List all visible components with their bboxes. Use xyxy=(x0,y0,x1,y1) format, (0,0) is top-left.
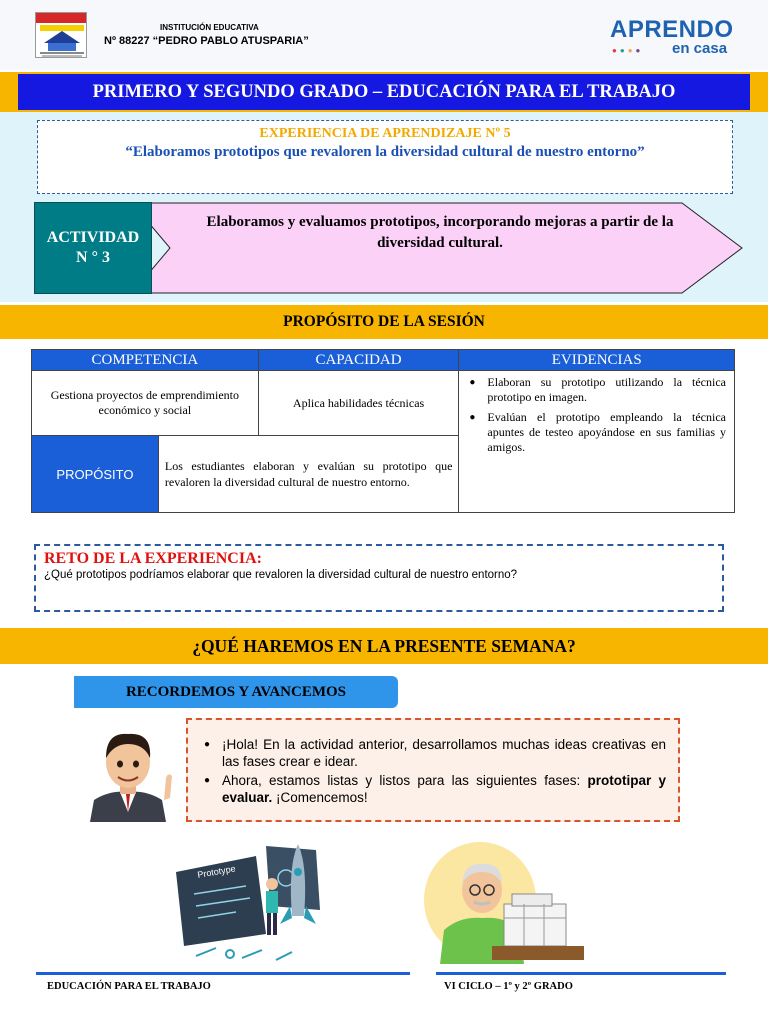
table-header-row xyxy=(32,350,735,371)
competencia-cell: Gestiona proyectos de emprendimiento económico y social xyxy=(32,371,259,436)
footer-subject: EDUCACIÓN PARA EL TRABAJO xyxy=(47,981,211,992)
recap-bullet xyxy=(200,772,666,806)
header-competencia: COMPETENCIA xyxy=(32,350,259,371)
header-capacidad: CAPACIDAD xyxy=(258,350,459,371)
activity-title: Elaboramos y evaluamos prototipos, incorporando mejoras a partir de la diversidad cultural. xyxy=(206,214,674,251)
activity-label: ACTIVIDAD xyxy=(46,229,140,246)
recap-bullet-end: ¡Comencemos! xyxy=(272,790,368,805)
challenge-title: RETO DE LA EXPERIENCIA: xyxy=(44,550,262,567)
header-evidencias: EVIDENCIAS xyxy=(459,350,735,371)
institution-name: Nº 88227 “PEDRO PABLO ATUSPARIA” xyxy=(104,35,309,47)
recap-bullet-text: Ahora, estamos listas y listos para las siguientes fases: xyxy=(222,773,588,788)
footer-divider-right xyxy=(436,972,726,975)
aprendo-en-casa-logo xyxy=(610,16,734,60)
competency-table xyxy=(31,349,735,513)
proposito-text: Los estudiantes elaboran y evalúan su prototipo que revaloren la diversidad cultural de nuestro entorno. xyxy=(158,436,459,513)
bullet-icon: ● xyxy=(469,412,476,423)
experience-box xyxy=(37,120,733,194)
evidencias-cell xyxy=(459,371,735,513)
speech-bubble xyxy=(186,718,680,822)
evidence-item xyxy=(465,375,726,405)
proposito-label: PROPÓSITO xyxy=(32,436,159,513)
experience-label: EXPERIENCIA DE APRENDIZAJE Nº 5 xyxy=(259,126,511,141)
elder-builder-illustration xyxy=(420,834,590,968)
school-logo xyxy=(35,12,87,58)
evidence-text: Evalúan el prototipo empleando la técnica apuntes de testeo apoyándose en sus familias y amigos. xyxy=(487,410,726,454)
capacidad-cell: Aplica habilidades técnicas xyxy=(258,371,459,436)
week-heading: ¿QUÉ HAREMOS EN LA PRESENTE SEMANA? xyxy=(0,628,768,664)
teacher-avatar xyxy=(80,722,180,822)
prototype-board-text: Prototype xyxy=(196,863,237,880)
footer-cycle: VI CICLO – 1º y 2º GRADO xyxy=(444,981,573,992)
aprendo-logo-word: APRENDO xyxy=(610,16,734,43)
recap-bullet xyxy=(200,736,666,770)
activity-number: N ° 3 xyxy=(76,249,110,266)
logo-dots-icon: ●●●● xyxy=(612,46,644,55)
institution-label: INSTITUCIÓN EDUCATIVA xyxy=(160,23,259,32)
evidence-item xyxy=(465,410,726,455)
challenge-box xyxy=(34,544,724,612)
prototype-illustration xyxy=(166,836,346,966)
activity-number-box xyxy=(34,202,152,294)
recap-tab: RECORDEMOS Y AVANCEMOS xyxy=(74,676,398,708)
footer-divider-left xyxy=(36,972,410,975)
aprendo-logo-sub: en casa xyxy=(672,40,728,57)
evidence-text: Elaboran su prototipo utilizando la técnica prototipo en imagen. xyxy=(487,375,726,404)
recap-bullet-bold: prototipar y evaluar. xyxy=(222,773,666,805)
experience-name: “Elaboramos prototipos que revaloren la diversidad cultural de nuestro entorno” xyxy=(125,144,645,160)
recap-bullet-text: ¡Hola! En la actividad anterior, desarrollamos muchas ideas creativas en las fases crear e idear. xyxy=(222,737,666,769)
page-title: PRIMERO Y SEGUNDO GRADO – EDUCACIÓN PARA EL TRABAJO xyxy=(18,74,750,110)
purpose-heading: PROPÓSITO DE LA SESIÓN xyxy=(0,305,768,339)
challenge-question: ¿Qué prototipos podríamos elaborar que revaloren la diversidad cultural de nuestro entorno? xyxy=(44,569,518,581)
bullet-icon: ● xyxy=(204,775,211,786)
table-row xyxy=(32,371,735,436)
bullet-icon: ● xyxy=(204,739,211,750)
bullet-icon: ● xyxy=(469,377,476,388)
